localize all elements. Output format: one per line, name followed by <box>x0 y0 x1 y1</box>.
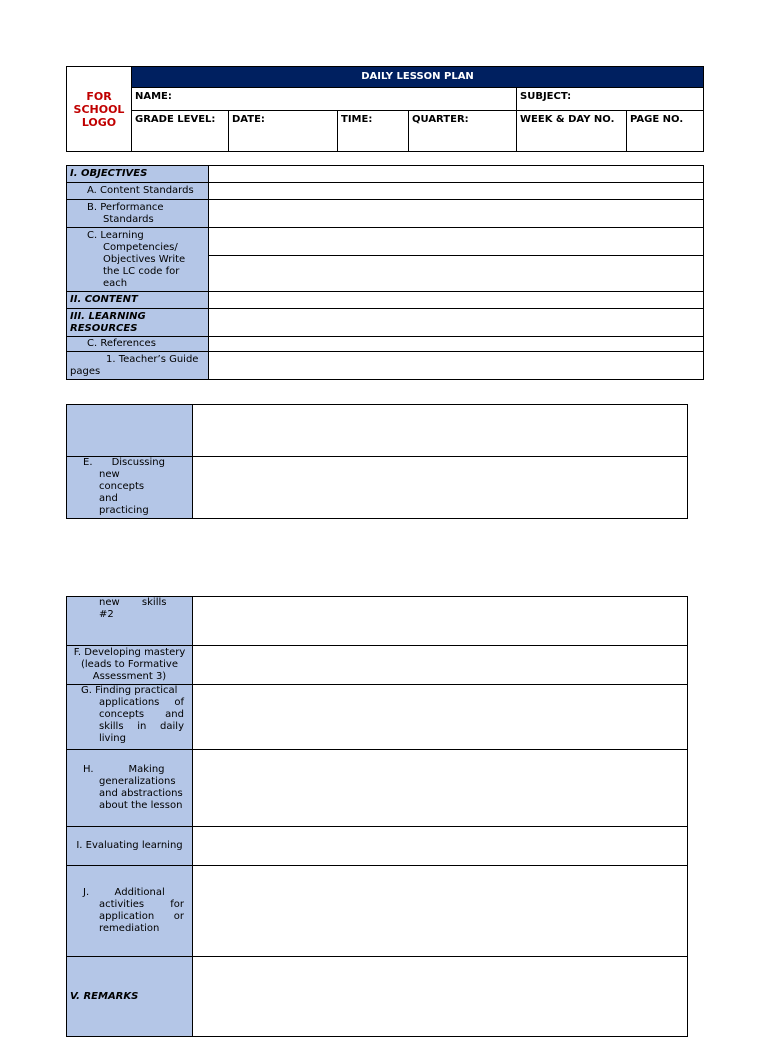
time-field[interactable]: TIME: <box>338 111 409 152</box>
logo-line: FOR <box>86 89 112 103</box>
text-line: generalizations <box>99 776 176 787</box>
header-table <box>66 66 704 152</box>
content-cell[interactable] <box>209 292 704 309</box>
procedure-cell[interactable] <box>193 405 688 457</box>
text-line: Objectives Write <box>103 253 186 265</box>
text-line: J. Additional <box>83 887 165 898</box>
developing-mastery-label <box>67 646 193 685</box>
logo-line: LOGO <box>81 115 117 129</box>
additional-activities-label <box>67 866 193 957</box>
objectives-heading: I. OBJECTIVES <box>67 166 209 183</box>
procedures-table-2 <box>66 596 688 1037</box>
performance-standards-label <box>67 200 209 228</box>
remarks-heading: V. REMARKS <box>67 957 193 1037</box>
page-no-field[interactable]: PAGE NO. <box>627 111 704 152</box>
text-line: B. Performance <box>87 201 164 213</box>
text-line: pages <box>70 365 101 377</box>
logo-line: SCHOOL <box>73 102 125 116</box>
text-line: Competencies/ <box>103 241 178 253</box>
developing-mastery-cell[interactable] <box>193 646 688 685</box>
additional-activities-cell[interactable] <box>193 866 688 957</box>
content-standards-label: A. Content Standards <box>67 183 209 200</box>
text-line: the LC code for <box>103 265 180 277</box>
references-cell[interactable] <box>209 337 704 352</box>
week-day-field[interactable]: WEEK & DAY NO. <box>517 111 627 152</box>
text-line: applications of <box>99 697 184 708</box>
text-line: Assessment 3) <box>92 671 167 682</box>
discussing-concepts-label <box>67 457 193 519</box>
teachers-guide-label <box>67 352 209 380</box>
making-generalizations-cell[interactable] <box>193 750 688 827</box>
text-line: new <box>99 469 120 480</box>
new-skills-cell[interactable] <box>193 597 688 646</box>
text-line: Standards <box>103 213 154 225</box>
text-line: practicing <box>99 505 149 516</box>
evaluating-learning-cell[interactable] <box>193 827 688 866</box>
finding-practical-cell[interactable] <box>193 685 688 750</box>
content-heading: II. CONTENT <box>67 292 209 309</box>
content-standards-cell[interactable] <box>209 183 704 200</box>
making-generalizations-label <box>67 750 193 827</box>
objectives-table <box>66 165 704 380</box>
text-line: and abstractions <box>99 788 183 799</box>
remarks-cell[interactable] <box>193 957 688 1037</box>
procedure-label-empty <box>67 405 193 457</box>
lc-code-cell[interactable] <box>209 256 704 292</box>
school-logo-placeholder <box>67 67 132 152</box>
text-line: H. Making <box>83 764 165 775</box>
text-line: concepts and <box>99 709 184 720</box>
evaluating-learning-label: I. Evaluating learning <box>67 827 193 866</box>
text-line: remediation <box>99 923 160 934</box>
performance-standards-cell[interactable] <box>209 200 704 228</box>
discussing-concepts-cell[interactable] <box>193 457 688 519</box>
learning-resources-heading <box>67 309 209 337</box>
procedures-table-1 <box>66 404 688 519</box>
objectives-cell[interactable] <box>209 166 704 183</box>
text-line: E. Discussing <box>83 457 165 468</box>
text-line: and <box>99 493 118 504</box>
learning-competencies-label <box>67 228 209 292</box>
learning-resources-cell[interactable] <box>209 309 704 337</box>
text-line: RESOURCES <box>70 322 138 334</box>
text-line: skills in daily <box>99 721 184 732</box>
name-field[interactable]: NAME: <box>132 88 517 111</box>
text-line: application or <box>99 911 184 922</box>
text-line: each <box>103 277 128 289</box>
text-line: (leads to Formative <box>80 659 178 670</box>
text-line: G. Finding practical <box>81 685 178 696</box>
text-line: 1. Teacher’s Guide <box>106 353 199 365</box>
learning-competencies-cell[interactable] <box>209 228 704 256</box>
page-title: DAILY LESSON PLAN <box>132 67 704 88</box>
new-skills-label <box>67 597 193 646</box>
date-field[interactable]: DATE: <box>229 111 338 152</box>
text-line: #2 <box>99 609 114 620</box>
text-line: activities for <box>99 899 184 910</box>
quarter-field[interactable]: QUARTER: <box>409 111 517 152</box>
text-line: about the lesson <box>99 800 183 811</box>
text-line: new skills <box>99 597 167 608</box>
text-line: F. Developing mastery <box>73 647 186 658</box>
subject-field[interactable]: SUBJECT: <box>517 88 704 111</box>
references-label: C. References <box>67 337 209 352</box>
teachers-guide-cell[interactable] <box>209 352 704 380</box>
finding-practical-label <box>67 685 193 750</box>
text-line: concepts <box>99 481 145 492</box>
text-line: living <box>99 733 126 744</box>
text-line: III. LEARNING <box>70 310 146 322</box>
grade-level-field[interactable]: GRADE LEVEL: <box>132 111 229 152</box>
text-line: C. Learning <box>87 229 144 241</box>
